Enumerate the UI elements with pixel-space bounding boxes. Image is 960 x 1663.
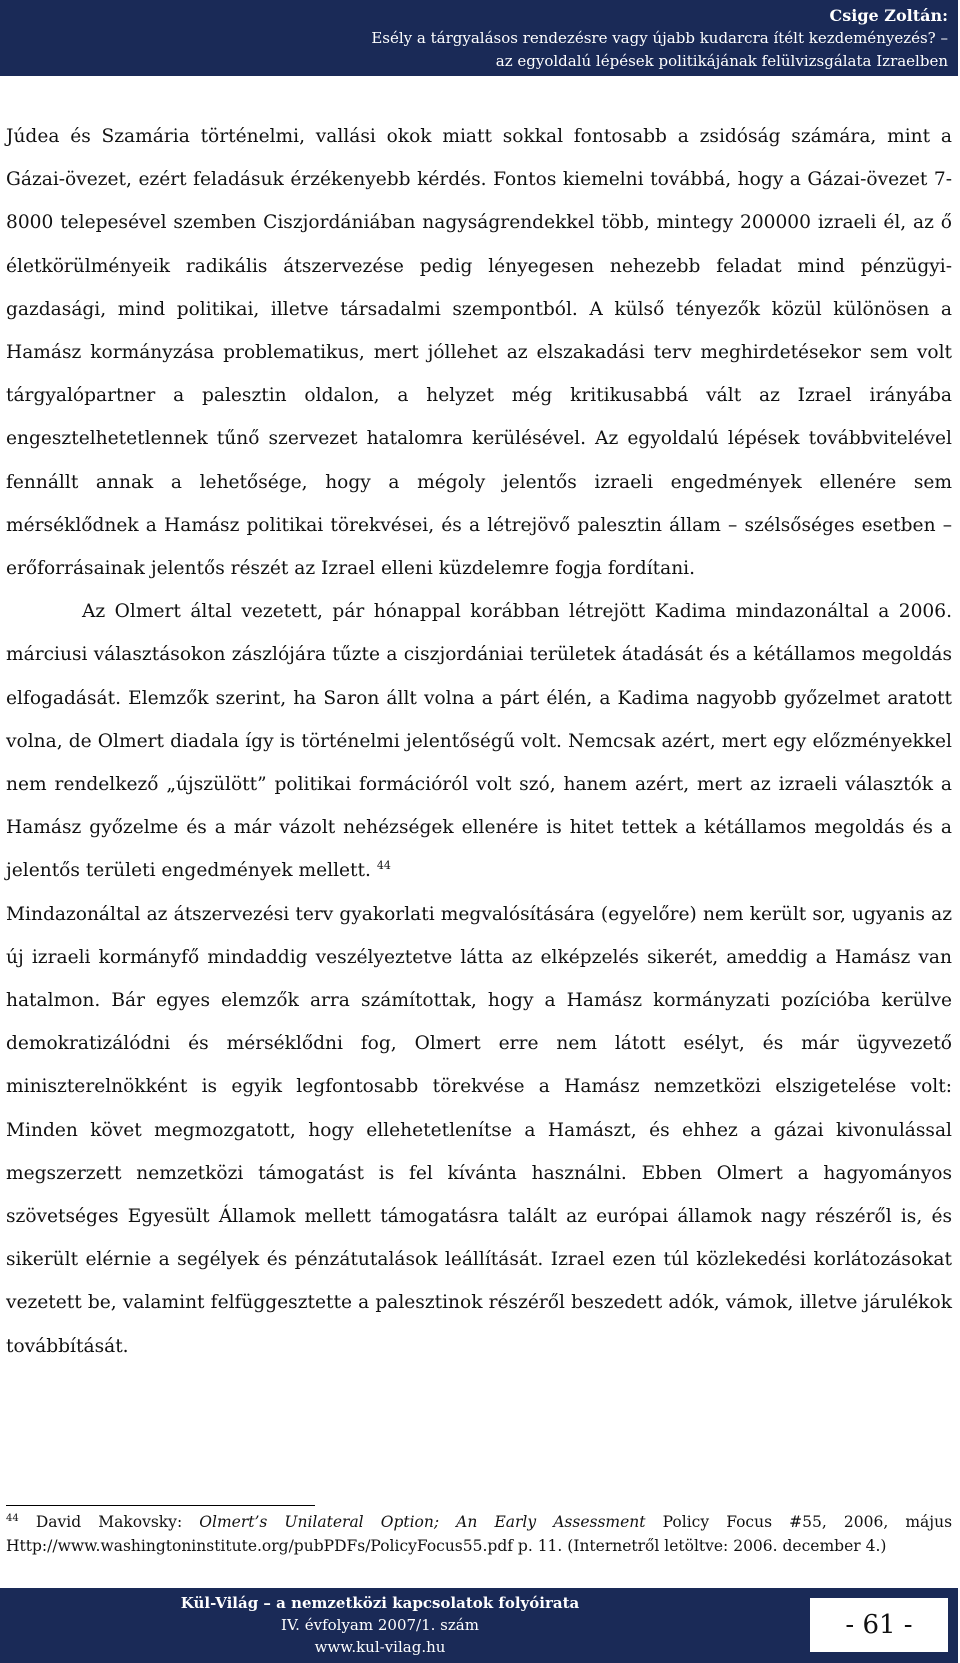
footnote-details: Policy Focus #55, 2006, május: [662, 1513, 953, 1531]
page-number: - 61 -: [810, 1598, 948, 1652]
paragraph-3: Mindazonáltal az átszervezési terv gyakorlati megvalósítására (egyelőre) nem került sor, ugyanis az új izraeli kormányfő mindaddig veszélyeztetve látta az elképzelés sikerét, ameddig a Hamász van hatalmon. Bár egyes elemzők arra számítottak, hogy a Hamász kormányzati pozícióba kerülve demokratizálódni és mérséklődni fog, Olmert erre nem látott esélyt, és már ügyvezető miniszterelnökként is egyik legfontosabb törekvése a Hamász nemzetközi elszigetelése volt: Minden követ megmozgatott, hogy ellehetetlenítse a Hamászt, és ehhez a gázai kivonulással megszerzett nemzetközi támogatást is fel kívánta használni. Ebben Olmert a hagyományos szövetséges Egyesült Államok mellett támogatásra talált az európai államok nagy részéről is, és sikerült elérnie a segélyek és pénzátutalások leállítását. Izrael ezen túl közlekedési korlátozásokat vezetett be, valamint felfüggesztette a palesztinok részéről beszedett adók, vámok, illetve járulékok továbbítását.: [6, 903, 952, 1357]
paragraph-2-text: Az Olmert által vezetett, pár hónappal korábban létrejött Kadima mindazonáltal a 2006. márciusi választásokon zászlójára tűzte a ciszjordániai területek átadását és a kétállamos megoldás elfogadását. Elemzők szerint, ha Saron állt volna a párt élén, a Kadima nagyobb győzelmet aratott volna, de Olmert diadala így is történelmi jelentőségű volt. Nemcsak azért, mert egy előzményekkel nem rendelkező „újszülött” politikai formációról volt szó, hanem azért, mert az izraeli választók a Hamász győzelme és a már vázolt nehézségek ellenére is hitet tettek a kétállamos megoldás és a jelentős területi engedmények mellett.: [6, 601, 952, 882]
header-title-line-2: az egyoldalú lépések politikájának felülvizsgálata Izraelben: [495, 52, 948, 70]
paragraph-2: [6, 590, 952, 892]
footer-issue: IV. évfolyam 2007/1. szám: [281, 1616, 479, 1634]
footnote: [6, 1510, 952, 1558]
paragraph-1: Júdea és Szamária történelmi, vallási okok miatt sokkal fontosabb a zsidóság számára, mint a Gázai-övezet, ezért feladásuk érzékenyebb kérdés. Fontos kiemelni továbbá, hogy a Gázai-övezet 7-8000 telepesével szemben Ciszjordániában nagyságrendekkel több, mintegy 200000 izraeli él, az ő életkörülményeik radikális átszervezése pedig lényegesen nehezebb feladat mind pénzügyi-gazdasági, mind politikai, illetve társadalmi szempontból. A külső tényezők közül különösen a Hamász kormányzása problematikus, mert jóllehet az elszakadási terv meghirdetésekor sem volt tárgyalópartner a palesztin oldalon, a helyzet még kritikusabbá vált az Izrael irányába engesztelhetetlennek tűnő szervezet hatalomra kerülésével. Az egyoldalú lépések továbbvitelével fennállt annak a lehetősége, hogy a mégoly jelentős izraeli engedmények ellenére sem mérséklődnek a Hamász politikai törekvései, és a létrejövő palesztin állam – szélsőséges esetben – erőforrásainak jelentős részét az Izrael elleni küzdelemre fogja fordítani.: [6, 126, 952, 580]
footer-website-link[interactable]: www.kul-vilag.hu: [314, 1638, 446, 1656]
header-author: Csige Zoltán:: [829, 6, 948, 25]
footnote-title: Olmert’s Unilateral Option; An Early Assessment: [199, 1513, 646, 1531]
header-title-line-1: Esély a tárgyalásos rendezésre vagy újabb kudarcra ítélt kezdeményezés? –: [371, 29, 948, 47]
footer-journal-name: Kül-Világ – a nemzetközi kapcsolatok folyóirata: [180, 1594, 580, 1612]
footnote-author: David Makovsky:: [35, 1513, 183, 1531]
footnote-separator: [6, 1505, 315, 1506]
footnote-reference[interactable]: 44: [376, 859, 391, 873]
page-footer: [0, 1588, 958, 1663]
article-body: [6, 115, 952, 1368]
footnote-number: 44: [6, 1512, 19, 1524]
footer-journal-info: [0, 1592, 760, 1658]
footnote-source-link[interactable]: Http://www.washingtoninstitute.org/pubPDFs/PolicyFocus55.pdf p. 11. (Internetről letöltve: 2006. december 4.): [6, 1537, 887, 1555]
page-header: [0, 0, 958, 76]
